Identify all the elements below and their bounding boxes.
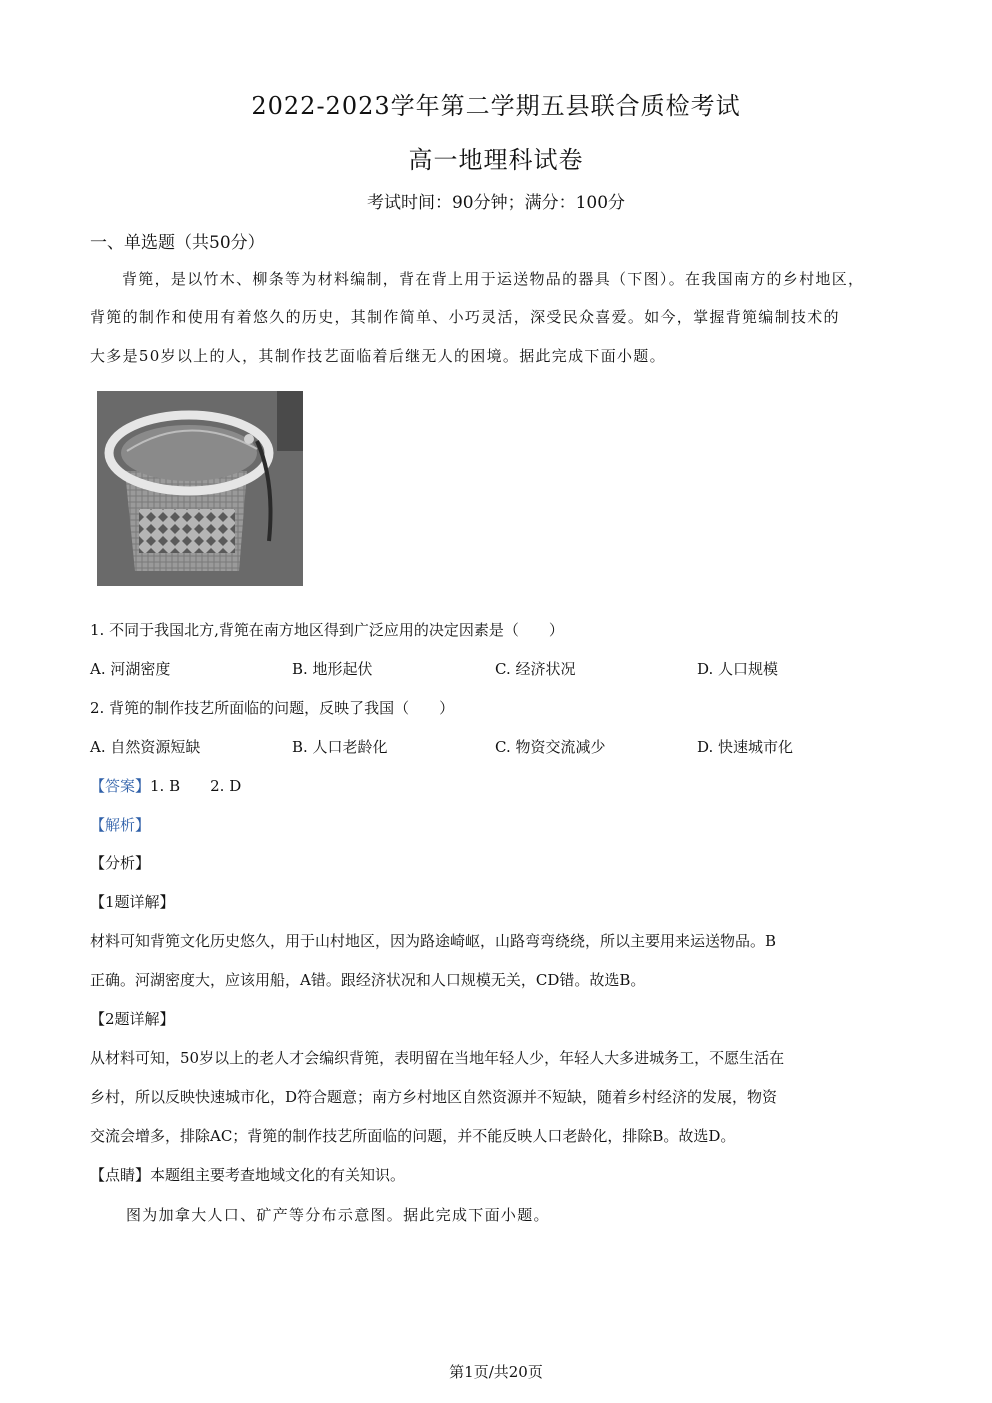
next-question-intro: 图为加拿大人口、矿产等分布示意图。据此完成下面小题。 bbox=[126, 1206, 550, 1224]
question-1-option-d: D. 人口规模 bbox=[697, 660, 779, 678]
q2-detail-line-2: 乡村，所以反映快速城市化，D符合题意；南方乡村地区自然资源并不短缺，随着乡村经济的发展，物资 bbox=[90, 1088, 778, 1106]
section-heading: 一、单选题（共50分） bbox=[90, 233, 265, 253]
answer-text: 1. B 2. D bbox=[150, 777, 242, 795]
question-2-option-a: A. 自然资源短缺 bbox=[90, 738, 201, 756]
question-1-stem: 1. 不同于我国北方,背篼在南方地区得到广泛应用的决定因素是（ ） bbox=[90, 621, 564, 639]
q2-detail-line-3: 交流会增多，排除AC；背篼的制作技艺所面临的问题，并不能反映人口老龄化，排除B。故选D。 bbox=[90, 1127, 736, 1145]
question-2-option-c: C. 物资交流减少 bbox=[495, 738, 606, 756]
intro-line-1: 背篼，是以竹木、柳条等为材料编制，背在背上用于运送物品的器具（下图）。在我国南方的乡村地区， bbox=[122, 270, 865, 288]
dianjing-label: 【点睛】 bbox=[90, 1166, 151, 1184]
q1-detail-line-2: 正确。河湖密度大，应该用船，A错。跟经济状况和人口规模无关，CD错。故选B。 bbox=[90, 971, 646, 989]
dianjing-row bbox=[90, 1164, 405, 1185]
basket-illustration bbox=[97, 391, 303, 586]
question-2-option-b: B. 人口老龄化 bbox=[292, 738, 388, 756]
answer-label: 【答案】 bbox=[90, 777, 151, 795]
exam-title: 2022-2023学年第二学期五县联合质检考试 bbox=[251, 92, 741, 120]
answer-row bbox=[90, 775, 241, 796]
fenxi-label: 【分析】 bbox=[90, 854, 151, 872]
question-1-option-c: C. 经济状况 bbox=[495, 660, 576, 678]
analysis-label: 【解析】 bbox=[90, 816, 151, 834]
question-1-option-b: B. 地形起伏 bbox=[292, 660, 373, 678]
exam-subtitle: 高一地理科试卷 bbox=[408, 146, 584, 174]
q1-detail-label: 【1题详解】 bbox=[90, 893, 175, 911]
dianjing-text: 本题组主要考查地域文化的有关知识。 bbox=[150, 1166, 406, 1184]
question-2-stem: 2. 背篼的制作技艺所面临的问题，反映了我国（ ） bbox=[90, 699, 455, 717]
intro-line-2: 背篼的制作和使用有着悠久的历史，其制作简单、小巧灵活，深受民众喜爱。如今，掌握背篼编制技术的 bbox=[90, 308, 840, 326]
basket-photo bbox=[97, 391, 303, 586]
page-number: 第1页/共20页 bbox=[449, 1363, 543, 1381]
question-2-option-d: D. 快速城市化 bbox=[697, 738, 794, 756]
intro-line-3: 大多是50岁以上的人，其制作技艺面临着后继无人的困境。据此完成下面小题。 bbox=[90, 347, 666, 365]
q1-detail-line-1: 材料可知背篼文化历史悠久，用于山村地区，因为路途崎岖，山路弯弯绕绕，所以主要用来运送物品。B bbox=[90, 932, 777, 950]
q2-detail-line-1: 从材料可知，50岁以上的老人才会编织背篼，表明留在当地年轻人少，年轻人大多进城务工，不愿生活在 bbox=[90, 1049, 785, 1067]
exam-info: 考试时间：90分钟；满分：100分 bbox=[366, 193, 626, 213]
question-1-option-a: A. 河湖密度 bbox=[90, 660, 171, 678]
q2-detail-label: 【2题详解】 bbox=[90, 1010, 175, 1028]
